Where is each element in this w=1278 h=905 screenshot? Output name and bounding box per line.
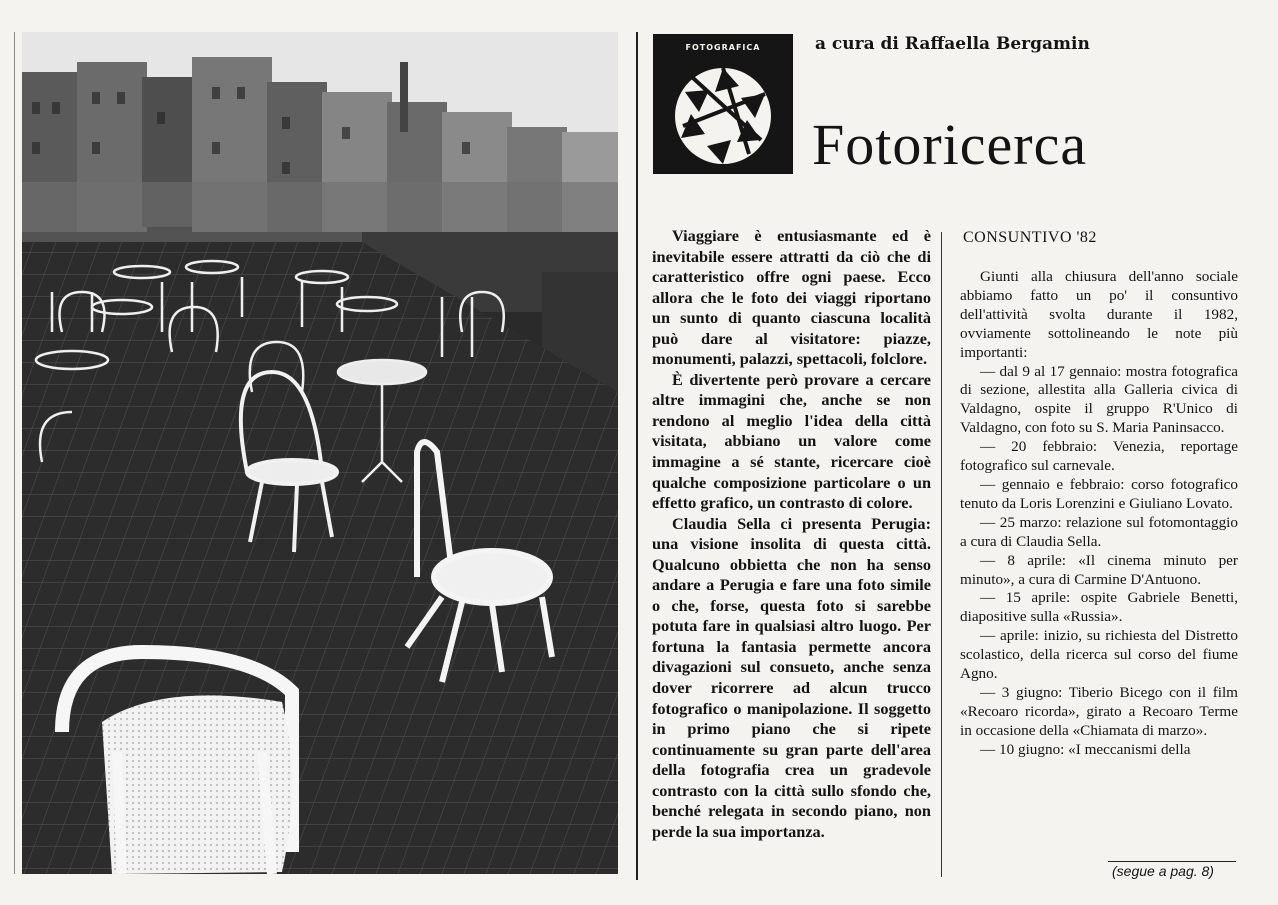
sidebar-paragraph: — gennaio e febbraio: corso fotografico tenuto da Loris Lorenzini e Giuliano Lovato. bbox=[960, 475, 1238, 512]
margin-rule bbox=[14, 32, 15, 874]
sidebar-paragraph: — 8 aprile: «Il cinema minuto per minuto», a cura di Carmine D'Antuono. bbox=[960, 551, 1238, 588]
perugia-terrace-photo bbox=[22, 32, 618, 874]
sidebar-column bbox=[960, 268, 1238, 760]
aperture-logo bbox=[653, 34, 793, 174]
continued-note: (segue a pag. 8) bbox=[1112, 863, 1214, 879]
article-column bbox=[652, 226, 931, 842]
logo-label: FOTOGRAFICA bbox=[685, 43, 761, 52]
sidebar-paragraph: Giunti alla chiusura dell'anno sociale abbiamo fatto un po' il consuntivo dell'attività svolta durante il 1982, ovviamente sottolineando le note più importanti: bbox=[960, 268, 1238, 361]
sidebar-paragraph: — 25 marzo: relazione sul fotomontaggio a cura di Claudia Sella. bbox=[960, 513, 1238, 550]
sidebar-heading: CONSUNTIVO '82 bbox=[963, 229, 1097, 246]
page-title: Fotoricerca bbox=[812, 112, 1088, 177]
continued-rule bbox=[1108, 861, 1236, 862]
sidebar-paragraph: — 10 giugno: «I meccanismi della bbox=[980, 740, 1191, 758]
article-paragraph: Viaggiare è entusiasmante ed è inevitabile essere attratti da ciò che di caratteristico offre ogni paese. Ecco allora che le foto dei viaggi riportano un sunto di quanto ciascuna località può dare al visitatore: piazze, monumenti, palazzi, spettacoli, folclore. bbox=[652, 226, 931, 369]
article-paragraph: È divertente però provare a cercare altre immagini che, anche se non rendono al meglio l'idea della città visitata, abbiano un valore come immagine a sé stante, ricercare cioè qualche composizione particolare o un effetto grafico, un contrasto di colore. bbox=[652, 369, 931, 513]
sidebar-paragraph: — dal 9 al 17 gennaio: mostra fotografica di sezione, allestita alla Galleria civica di Valdagno, ospite il gruppo R'Unico di Valdagno, con foto su S. Maria Paninsacco. bbox=[960, 362, 1238, 437]
sidebar-paragraph: — 15 aprile: ospite Gabriele Benetti, diapositive sulla «Russia». bbox=[960, 589, 1238, 626]
article-paragraph: Claudia Sella ci presenta Perugia: una visione insolita di questa città. Qualcuno obbietta che non ha senso andare a Perugia e fare una foto simile o che, forse, questa foto si sarebbe potuta fare in qualsiasi altro luogo. Per fortuna la fantasia permette ancora divagazioni sul consueto, anche senza dover ricorrere ad alcun trucco fotografico o manipolazione. Il soggetto in primo piano che si ripete continuamente su gran parte dell'area della fotografia crea un gradevole contrasto con la città sullo sfondo che, benché relegata in secondo piano, non perde la sua importanza. bbox=[652, 513, 931, 841]
column-divider bbox=[636, 32, 638, 880]
aperture-icon bbox=[653, 34, 793, 174]
sidebar-paragraph: — aprile: inizio, su richiesta del Distretto scolastico, della ricerca sul corso del fiume Agno. bbox=[960, 627, 1238, 683]
curator-credit: a cura di Raffaella Bergamin bbox=[815, 34, 1090, 54]
sidebar-paragraph: — 3 giugno: Tiberio Bicego con il film «Recoaro ricorda», girato a Recoaro Terme in occasione della «Chiamata di marzo». bbox=[960, 683, 1238, 739]
sidebar-paragraph: — 20 febbraio: Venezia, reportage fotografico sul carnevale. bbox=[960, 438, 1238, 475]
column-divider-thin bbox=[941, 232, 942, 877]
